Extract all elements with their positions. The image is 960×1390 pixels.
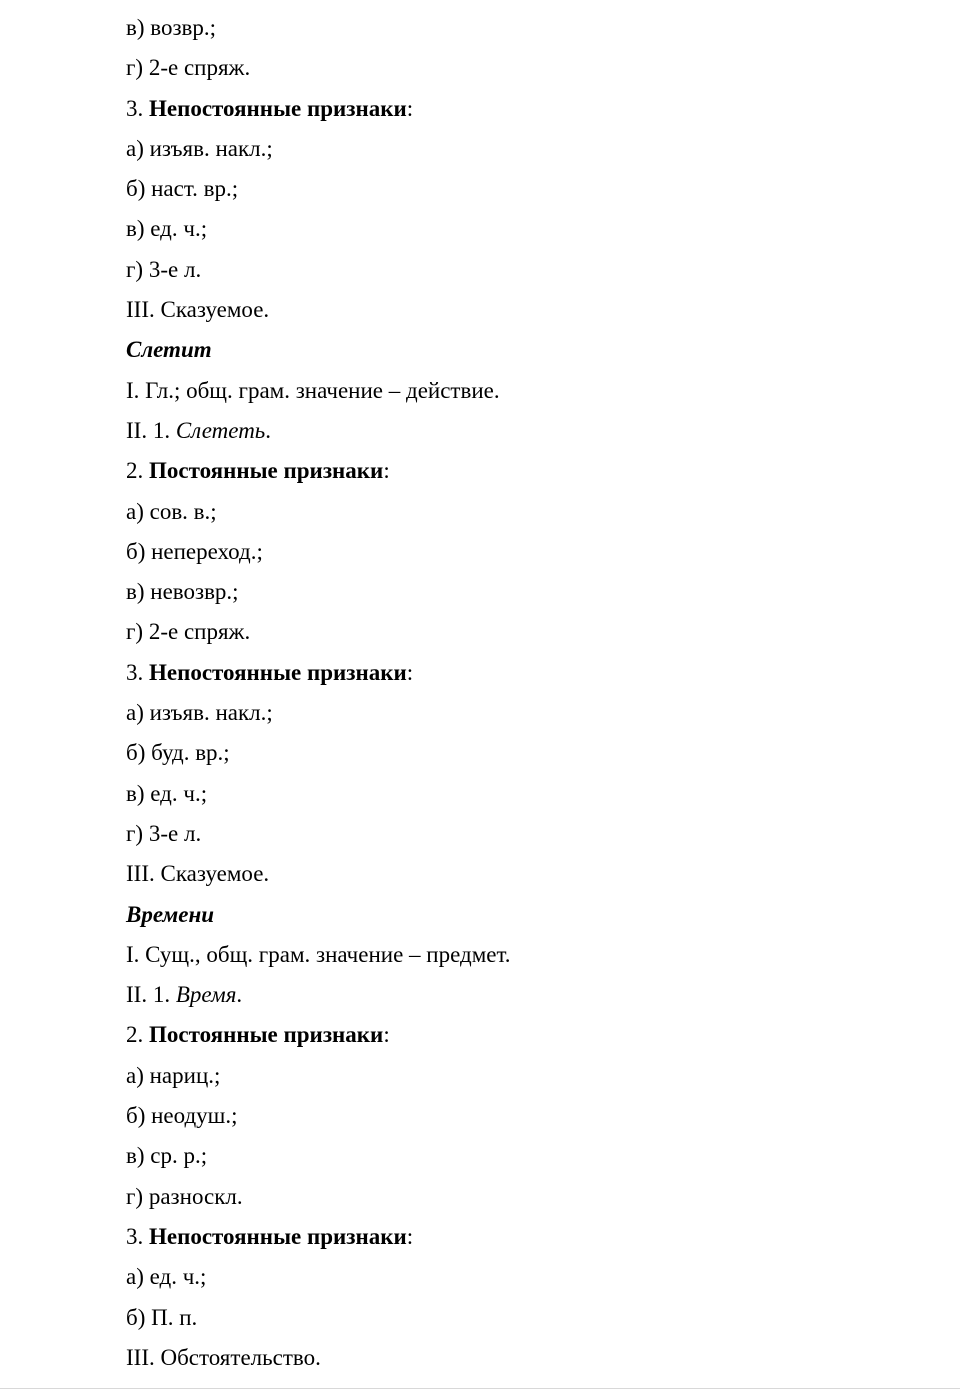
text-line: в) невозвр.; [126, 579, 239, 605]
word-heading: Слетит [126, 337, 212, 363]
text-line: I. Сущ., общ. грам. значение – предмет. [126, 941, 511, 967]
text-line: б) наст. вр.; [126, 176, 239, 202]
text-line: б) непереход.; [126, 538, 263, 564]
text-line: г) 2-е спряж. [126, 55, 251, 81]
section-header-constant [126, 1015, 940, 1055]
text-line: г) разноскл. [126, 1183, 243, 1209]
document-body [126, 8, 940, 1378]
bold-label: Постоянные признаки [149, 1022, 384, 1048]
section-header-nonconstant [126, 653, 940, 693]
section-header-nonconstant [126, 89, 940, 129]
text-line: г) 3-е л. [126, 256, 202, 282]
text-line: III. Сказуемое. [126, 297, 270, 323]
initial-form-line [126, 975, 940, 1015]
section-header-nonconstant [126, 1217, 940, 1257]
punctuation: : [383, 1022, 390, 1048]
text-line: г) 3-е л. [126, 820, 202, 846]
text-line: III. Обстоятельство. [126, 1344, 321, 1370]
item-number: 2. [126, 1022, 149, 1048]
text-line: б) буд. вр.; [126, 740, 230, 766]
text-line: а) нариц.; [126, 1062, 221, 1088]
bold-label: Постоянные признаки [149, 458, 384, 484]
word-heading: Времени [126, 901, 215, 927]
text-line: а) изъяв. накл.; [126, 135, 273, 161]
bold-label: Непостоянные признаки [149, 659, 407, 685]
text-line: в) ед. ч.; [126, 780, 208, 806]
item-number: II. 1. [126, 982, 176, 1008]
text-line: а) ед. ч.; [126, 1264, 207, 1290]
item-number: 3. [126, 95, 149, 121]
punctuation: : [383, 458, 390, 484]
text-line: в) ср. р.; [126, 1143, 208, 1169]
item-number: II. 1. [126, 417, 176, 443]
punctuation: . [265, 417, 272, 443]
initial-form: Время [175, 982, 237, 1008]
text-line: I. Гл.; общ. грам. значение – действие. [126, 377, 500, 403]
punctuation: : [406, 1223, 414, 1249]
text-line: в) ед. ч.; [126, 216, 208, 242]
text-line: б) П. п. [126, 1304, 198, 1330]
bold-label: Непостоянные признаки [149, 95, 407, 121]
text-line: III. Сказуемое. [126, 861, 270, 887]
punctuation: . [236, 982, 243, 1008]
item-number: 2. [126, 458, 149, 484]
text-line: а) изъяв. накл.; [126, 700, 273, 726]
initial-form-line [126, 411, 940, 451]
text-line: а) сов. в.; [126, 498, 217, 524]
text-line: в) возвр.; [126, 15, 217, 40]
item-number: 3. [126, 659, 149, 685]
punctuation: : [406, 95, 414, 121]
initial-form: Слететь [175, 417, 266, 443]
punctuation: : [406, 659, 414, 685]
item-number: 3. [126, 1223, 149, 1249]
text-line: г) 2-е спряж. [126, 619, 251, 645]
bold-label: Непостоянные признаки [149, 1223, 407, 1249]
section-header-constant [126, 451, 940, 491]
page-bottom-divider [0, 1388, 960, 1389]
text-line: б) неодуш.; [126, 1103, 238, 1129]
